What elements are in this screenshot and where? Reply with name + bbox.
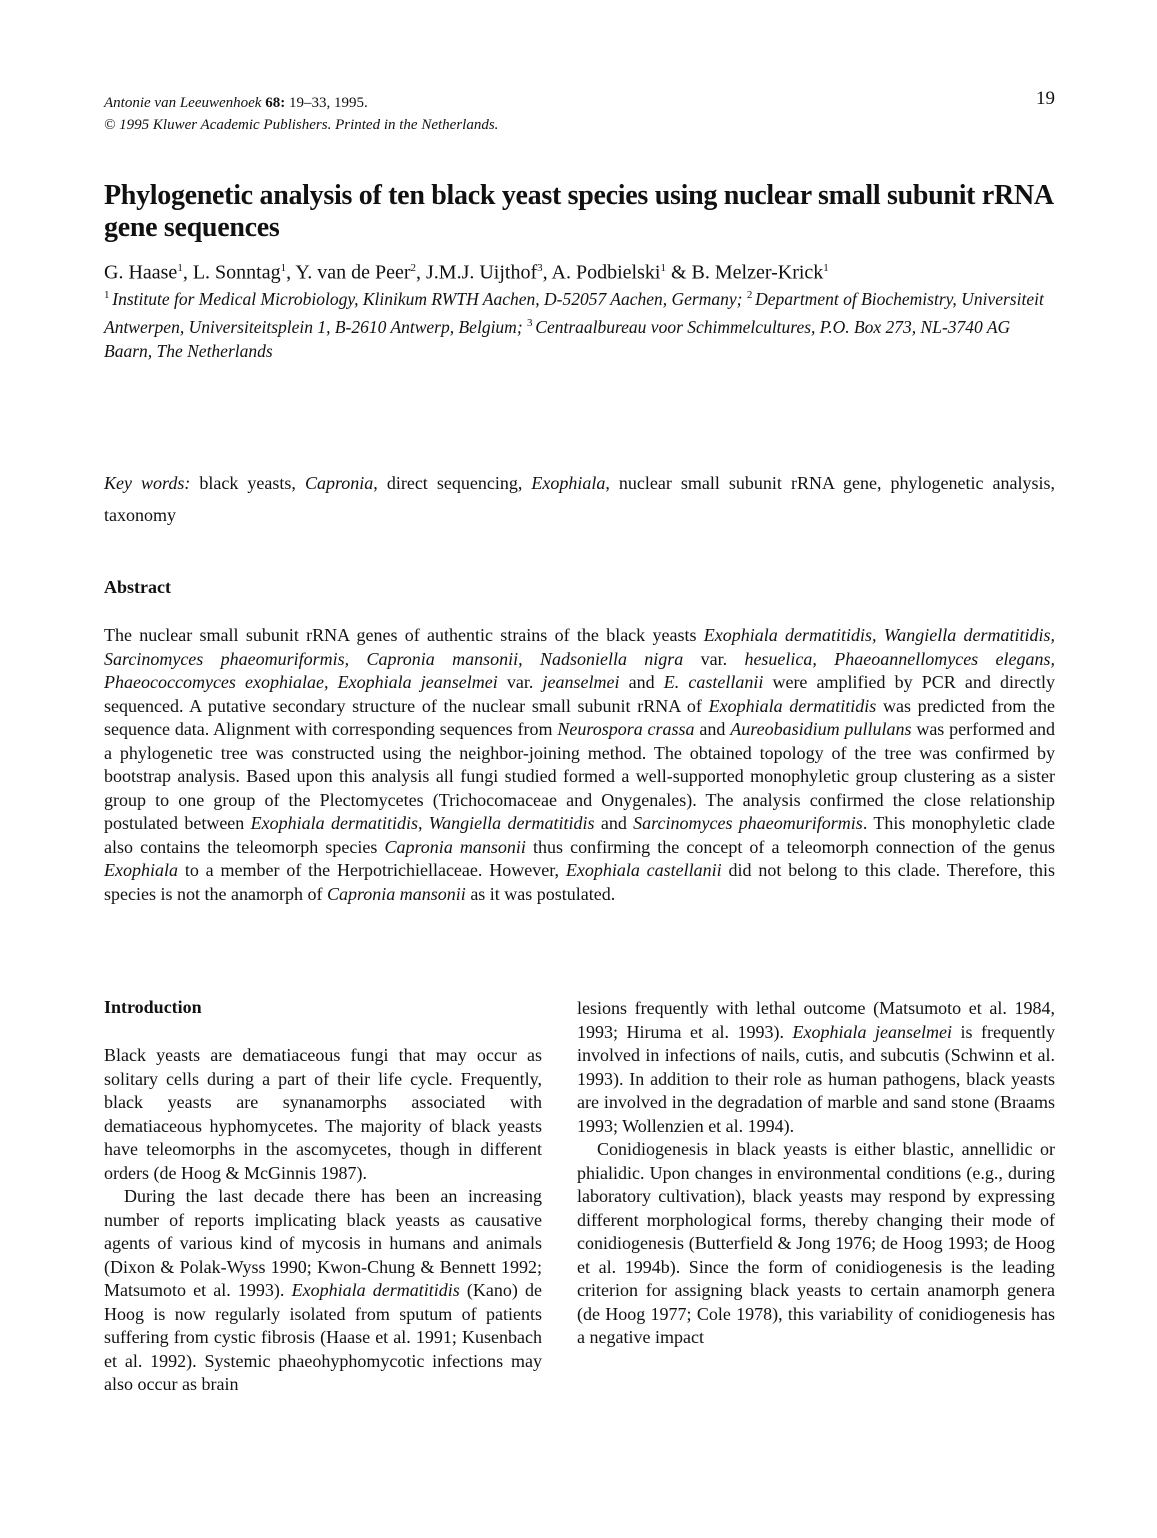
- italic-text: Exophiala dermatitidis, Wangiella dermatitidis, Sarcinomyces phaeomuriformis, Capronia mansonii, Nadsoniella nigra: [104, 625, 1055, 669]
- author-separator: ,: [286, 261, 296, 284]
- journal-name: Antonie van Leeuwenhoek: [104, 95, 262, 111]
- text-run: thus confirming the concept of a teleomorph connection of the genus: [525, 836, 1055, 857]
- text-run: black yeasts,: [190, 473, 305, 493]
- affiliation-mark: 3: [527, 316, 536, 329]
- italic-text: Exophiala: [531, 473, 606, 493]
- author-separator: ,: [182, 261, 193, 284]
- journal-volume: 68:: [265, 95, 286, 111]
- author-list: [104, 255, 829, 286]
- italic-text: Capronia mansonii: [326, 883, 466, 904]
- text-run: is frequently involved in infections of nails, cutis, and subcutis (Schwinn et al. 1993). In addition to their role as human pathogens, black yeasts are involved in the degradation of marble and sand stone (Braams 1993; Wollenzien et al. 1994).: [577, 1021, 1055, 1136]
- author-affiliation-mark: 2: [410, 262, 417, 274]
- italic-text: Exophiala dermatitidis: [291, 1280, 460, 1300]
- abstract-body: [104, 624, 1055, 906]
- text-run: Black yeasts are dematiaceous fungi that may occur as solitary cells during a part of their life cycle. Frequently, black yeasts are synanamorphs associated with dematiaceous hyphomycetes. The majority of black yeasts have teleomorphs in the ascomycetes, though in different orders (de Hoog & McGinnis 1987).: [104, 1045, 542, 1183]
- journal-header: [104, 92, 498, 136]
- abstract-heading: Abstract: [104, 577, 171, 597]
- text-run: did not belong to this clade. Therefore, this species is not the anamorph of: [104, 860, 1055, 904]
- text-run: was performed and a phylogenetic tree was constructed using the neighbor-joining method. The obtained topology of the tree was confirmed by bootstrap analysis. Based upon this analysis all fungi studied formed a well-supported monophyletic group clustering as a sister group to one group of the Plectomycetes (Trichocomaceae and Onygenales). The analysis confirmed the close relationship postulated between: [104, 719, 1055, 833]
- author-affiliation-mark: 3: [537, 262, 543, 274]
- italic-text: Exophiala dermatitidis, Wangiella dermatitidis: [250, 813, 595, 833]
- text-run: and: [694, 719, 731, 739]
- italic-text: E. castellanii: [663, 672, 764, 692]
- affiliation-mark: 2: [746, 289, 756, 301]
- italic-text: hesuelica, Phaeoannellomyces elegans, Phaeococcomyces exophialae, Exophiala jeanselmei: [104, 648, 1055, 692]
- author-affiliation-mark: 1: [177, 262, 183, 274]
- affiliation-text: Centraalbureau voor Schimmelcultures, P.O. Box 273, NL-3740 AG Baarn, The Netherlands: [104, 316, 1011, 361]
- author-affiliation-mark: 1: [660, 262, 666, 274]
- introduction-heading: Introduction: [104, 997, 202, 1017]
- italic-text: Exophiala: [104, 860, 178, 880]
- text-run: lesions frequently with lethal outcome (Matsumoto et al. 1984, 1993; Hiruma et al. 1993).: [577, 998, 1055, 1042]
- affiliations: [104, 283, 1059, 363]
- author-affiliation-mark: 1: [823, 262, 829, 274]
- affiliation-text: Department of Biochemistry, Universiteit Antwerpen, Universiteitsplein 1, B-2610 Antwerp, Belgium;: [104, 288, 1044, 337]
- author-name: Y. van de Peer: [295, 261, 411, 284]
- italic-text: Exophiala castellanii: [565, 860, 722, 880]
- paragraph: [577, 1138, 1055, 1350]
- affiliation-text: Institute for Medical Microbiology, Klinikum RWTH Aachen, D-52057 Aachen, Germany;: [112, 288, 747, 309]
- text-run: as it was postulated.: [465, 883, 616, 904]
- text-run: During the last decade there has been an increasing number of reports implicating black yeasts as causative agents of various kind of mycosis in humans and animals (Dixon & Polak-Wyss 1990; Kwon-Chung & Bennett 1992; Matsumoto et al. 1993).: [104, 1186, 542, 1300]
- right-column: [577, 997, 1055, 1350]
- text-run: . This monophyletic clade also contains the teleomorph species: [104, 813, 1055, 857]
- copyright-line: © 1995 Kluwer Academic Publishers. Printed in the Netherlands.: [104, 117, 499, 133]
- text-run: were amplified by PCR and directly sequenced. A putative secondary structure of the nuclear small subunit rRNA of: [104, 672, 1056, 716]
- author-name: B. Melzer-Krick: [691, 261, 824, 284]
- text-run: var.: [497, 672, 543, 692]
- italic-text: Sarcinomyces phaeomuriformis: [633, 813, 863, 833]
- text-run: and: [594, 813, 634, 833]
- affiliation-mark: 1: [104, 289, 113, 301]
- keywords: [104, 467, 1055, 531]
- italic-text: Capronia mansonii: [384, 836, 526, 857]
- italic-text: Exophiala jeanselmei: [792, 1021, 952, 1042]
- paragraph: [104, 1185, 542, 1397]
- page-number: 19: [1036, 88, 1055, 109]
- italic-text: Capronia: [304, 473, 374, 493]
- italic-text: Exophiala dermatitidis: [708, 695, 877, 716]
- left-column: [104, 1044, 542, 1397]
- italic-text: jeanselmei: [542, 672, 620, 692]
- text-run: The nuclear small subunit rRNA genes of authentic strains of the black yeasts: [104, 625, 704, 645]
- author-name: G. Haase: [104, 261, 178, 284]
- journal-pages-year: 19–33, 1995.: [285, 95, 368, 111]
- text-run: Conidiogenesis in black yeasts is either blastic, annellidic or phialidic. Upon changes in environmental conditions (e.g., during laboratory cultivation), black yeasts may respond by expressing different morphological forms, thereby changing their mode of conidiogenesis (Butterfield & Jong 1976; de Hoog 1993; de Hoog et al. 1994b). Since the form of conidiogenesis is the leading criterion for assigning black yeasts to certain anamorph genera (de Hoog 1977; Cole 1978), this variability of conidiogenesis has a negative impact: [577, 1139, 1055, 1347]
- author-name: J.M.J. Uijthof: [426, 261, 538, 284]
- italic-text: Neurospora crassa: [557, 719, 695, 739]
- author-affiliation-mark: 1: [280, 262, 287, 274]
- italic-text: Key words:: [104, 473, 191, 493]
- text-run: , nuclear small subunit rRNA gene, phylogenetic analysis, taxonomy: [104, 473, 1056, 525]
- text-run: , direct sequencing,: [373, 473, 532, 493]
- author-separator: &: [665, 261, 692, 284]
- paragraph: [577, 997, 1055, 1138]
- text-run: was predicted from the sequence data. Alignment with corresponding sequences from: [104, 695, 1055, 739]
- author-name: L. Sonntag: [192, 261, 281, 284]
- author-name: A. Podbielski: [551, 261, 661, 284]
- text-run: (Kano) de Hoog is now regularly isolated from sputum of patients suffering from cystic fibrosis (Haase et al. 1991; Kusenbach et al. 1992). Systemic phaeohyphomycotic infections may also occur as brain: [104, 1280, 542, 1394]
- author-separator: ,: [542, 261, 552, 284]
- author-separator: ,: [416, 261, 427, 284]
- italic-text: Aureobasidium pullulans: [730, 719, 912, 739]
- paragraph: [104, 1044, 542, 1185]
- paper-title: Phylogenetic analysis of ten black yeast species using nuclear small subunit rRNA gene sequences: [104, 180, 1053, 243]
- text-run: and: [619, 672, 664, 692]
- text-run: to a member of the Herpotrichiellaceae. However,: [178, 860, 566, 880]
- text-run: var.: [683, 648, 745, 669]
